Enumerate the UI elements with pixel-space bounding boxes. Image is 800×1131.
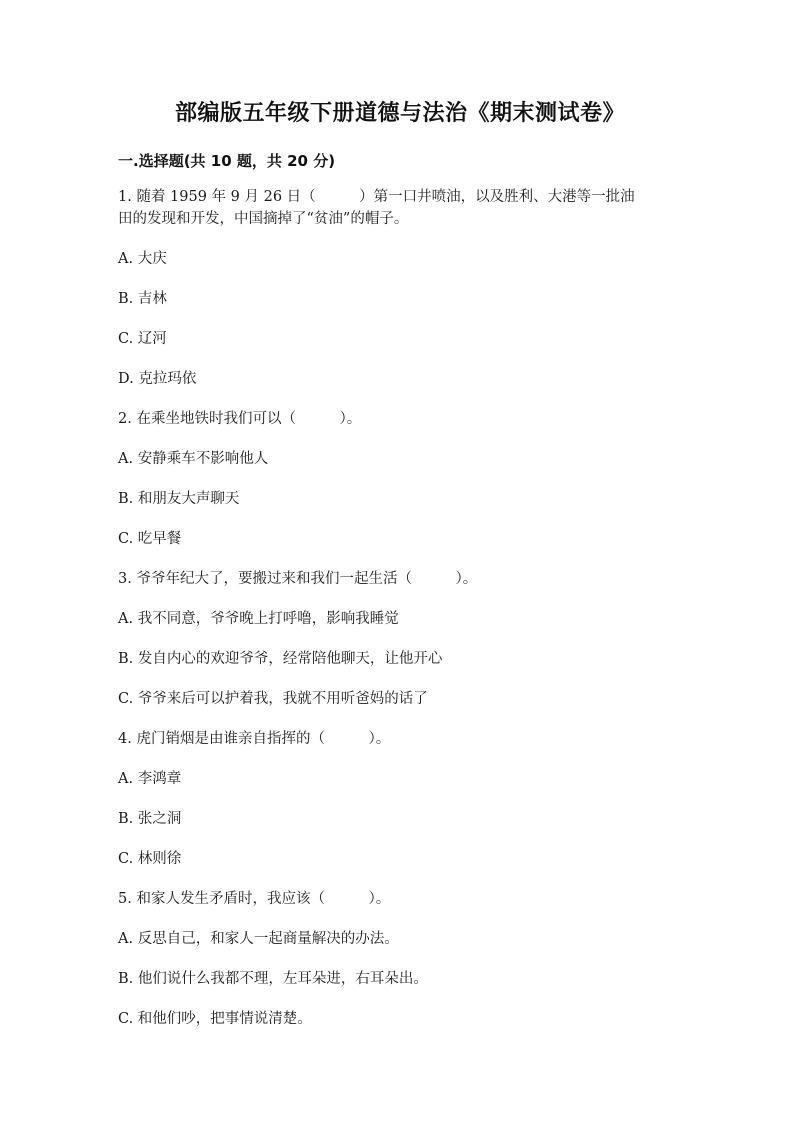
question-5-option-a: A. 反思自己，和家人一起商量解决的办法。	[118, 931, 399, 947]
question-1-option-b: B. 吉林	[118, 291, 167, 307]
document-title: 部编版五年级下册道德与法治《期末测试卷》	[174, 101, 625, 126]
question-5-option-c: C. 和他们吵，把事情说清楚。	[118, 1011, 312, 1027]
question-1-option-d: D. 克拉玛依	[118, 371, 197, 387]
question-3-option-c: C. 爷爷来后可以护着我，我就不用听爸妈的话了	[118, 691, 428, 707]
section-heading: 一.选择题(共 10 题，共 20 分)	[118, 152, 336, 170]
question-3-option-b: B. 发自内心的欢迎爷爷，经常陪他聊天，让他开心	[118, 651, 443, 667]
question-4-option-c: C. 林则徐	[118, 851, 182, 867]
question-4-option-a: A. 李鸿章	[118, 771, 182, 787]
question-4-option-b: B. 张之洞	[118, 811, 182, 827]
question-1-option-a: A. 大庆	[118, 251, 167, 267]
question-2-stem: 2. 在乘坐地铁时我们可以（ ）。	[118, 411, 362, 427]
question-2-option-b: B. 和朋友大声聊天	[118, 491, 240, 507]
question-3-stem: 3. 爷爷年纪大了，要搬过来和我们一起生活（ ）。	[118, 571, 478, 587]
question-1-stem-line-1: 1. 随着 1959 年 9 月 26 日（ ）第一口井喷油，以及胜利、大港等一批油	[118, 189, 635, 205]
question-1-stem	[118, 186, 688, 230]
question-2-option-a: A. 安静乘车不影响他人	[118, 451, 269, 467]
question-2-option-c: C. 吃早餐	[118, 531, 182, 547]
question-5-option-b: B. 他们说什么我都不理，左耳朵进，右耳朵出。	[118, 971, 428, 987]
question-1-stem-line-2: 田的发现和开发，中国摘掉了“贫油”的帽子。	[118, 211, 409, 227]
question-3-option-a: A. 我不同意，爷爷晚上打呼噜，影响我睡觉	[118, 611, 399, 627]
question-list	[118, 186, 688, 1048]
question-4-stem: 4. 虎门销烟是由谁亲自指挥的（ ）。	[118, 731, 391, 747]
question-5-stem: 5. 和家人发生矛盾时，我应该（ ）。	[118, 891, 391, 907]
question-1-option-c: C. 辽河	[118, 331, 167, 347]
